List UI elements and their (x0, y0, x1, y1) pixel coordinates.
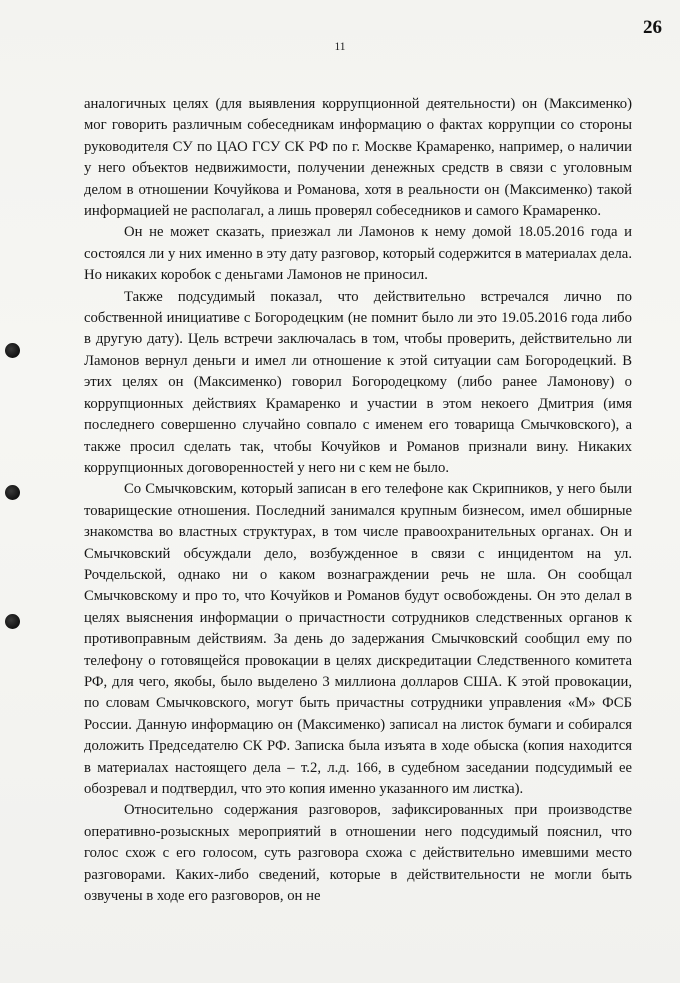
document-page-number: 11 (334, 41, 346, 53)
punch-hole-icon (5, 485, 20, 500)
paragraph: Также подсудимый показал, что действительно встречался лично по собственной инициативе с Богородецким (не помнит было ли это 19.05.2016 года либо в другую дату). Цель встречи заключалась в том, чтобы проверить, действительно ли Ламонов вернул деньги и имел ли отношение к этой ситуации сам Богородецкий. В этих целях он (Максименко) говорил Богородецкому (либо ранее Ламонову) о коррупционных действиях Крамаренко и участии в этом некоего Дмитрия (имя последнего совершенно случайно совпало с именем его товарища Смычковского), а также просил сделать так, чтобы Кочуйков и Романов признали вину. Никаких коррупционных договоренностей у него ни с кем не было. (84, 288, 632, 476)
paragraph: аналогичных целях (для выявления коррупционной деятельности) он (Максименко) мог говорить различным собеседникам информацию о фактах коррупции со стороны руководителя СУ по ЦАО ГСУ СК РФ по г. Москве Крамаренко, например, о наличии у него объектов недвижимости, получении денежных средств в связи с уголовным делом в отношении Кочуйкова и Романова, хотя в реальности он (Максименко) такой информацией не располагал, а лишь проверял собеседников и самого Крамаренко. (84, 96, 632, 220)
sheet-page-number: 26 (643, 17, 662, 38)
document-body (84, 94, 632, 907)
punch-hole-icon (5, 343, 20, 358)
paragraph: Относительно содержания разговоров, зафиксированных при производстве оперативно-розыскных мероприятий в отношении него подсудимый пояснил, что голос схож с его голосом, суть разговора схожа с действительно имевшими место разговорами. Каких-либо сведений, которые в действительности не могли быть озвучены в ходе его разговоров, он не (84, 802, 632, 905)
punch-hole-icon (5, 614, 20, 629)
paragraph: Со Смычковским, который записан в его телефоне как Скрипников, у него были товарищеские отношения. Последний занимался крупным бизнесом, имел обширные знакомства во властных структурах, в том числе правоохранительных органах. Он и Смычковский обсуждали дело, возбужденное в связи с инцидентом на ул. Рочдельской, однако ни о каком вознаграждении речь не шла. Он сообщал Смычковскому и про то, что Кочуйков и Романов будут освобождены. Он это делал в целях выяснения информации о причастности сотрудников следственных органов к противоправным действиям. За день до задержания Смычковский сообщил ему по телефону о готовящейся провокации в целях дискредитации Следственного комитета РФ, для чего, якобы, было выделено 3 миллиона долларов США. К этой провокации, по словам Смычковского, могут быть причастны сотрудники управления «М» ФСБ России. Данную информацию он (Максименко) записал на листок бумаги и собирался доложить Председателю СК РФ. Записка была изъята в ходе обыска (копия находится в материалах настоящего дела – т.2, л.д. 166, в судебном заседании подсудимый ее обозревал и подтвердил, что это копия именно указанного им листка). (84, 481, 632, 797)
paragraph: Он не может сказать, приезжал ли Ламонов к нему домой 18.05.2016 года и состоялся ли у них именно в эту дату разговор, который содержится в материалах дела. Но никаких коробок с деньгами Ламонов не приносил. (84, 224, 632, 284)
